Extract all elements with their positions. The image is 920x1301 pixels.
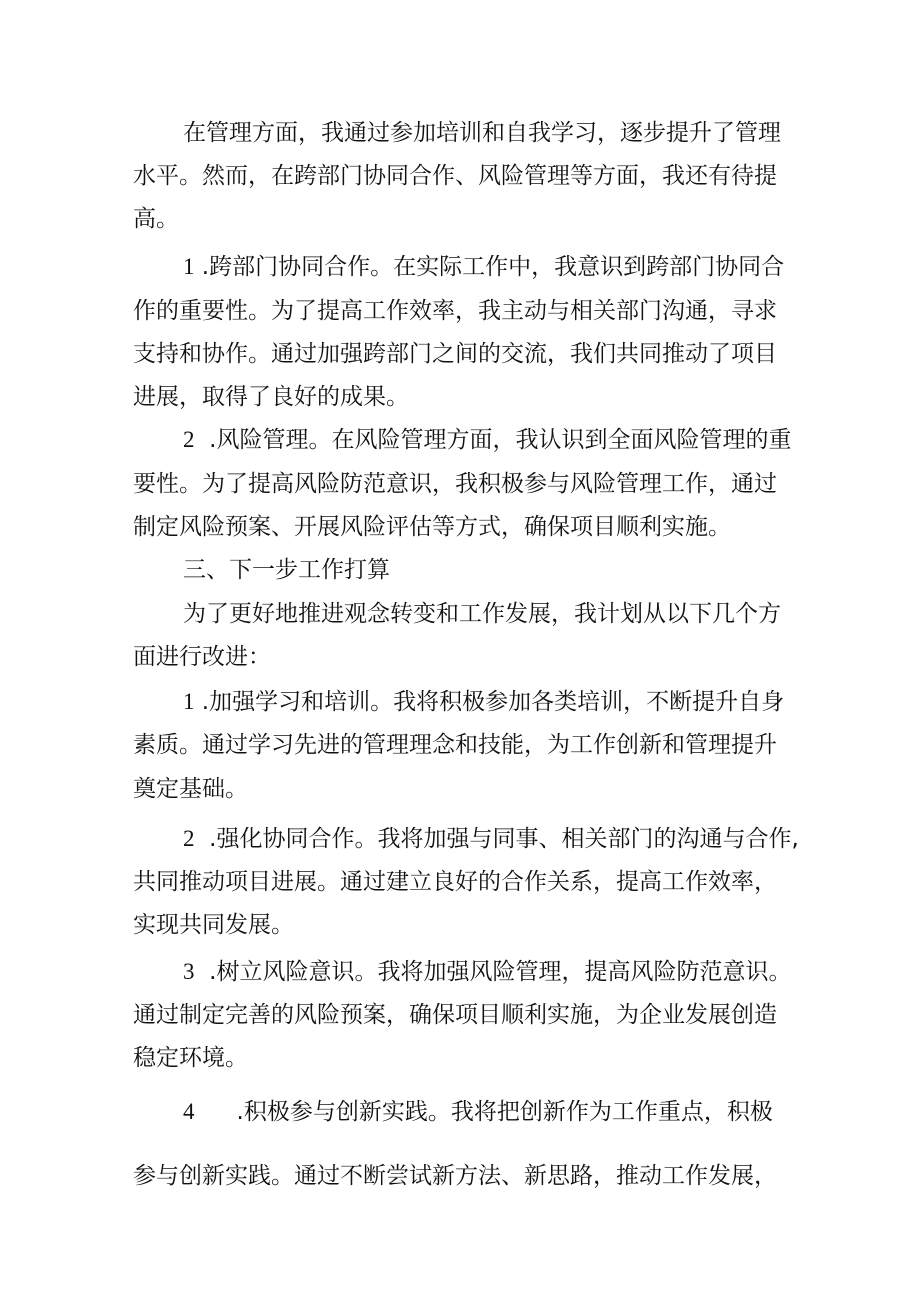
list-number: 1	[183, 689, 195, 714]
paragraph-line: 水平。然而，在跨部门协同合作、风险管理等方面，我还有待提	[133, 163, 777, 189]
paragraph-line: 支持和协作。通过加强跨部门之间的交流，我们共同推动了项目	[133, 341, 777, 367]
paragraph-line: 通过制定完善的风险预案，确保项目顺利实施，为企业发展创造	[133, 1002, 777, 1028]
paragraph-line: 作的重要性。为了提高工作效率，我主动与相关部门沟通，寻求	[133, 298, 777, 324]
list-text: 加强学习和培训。我将积极参加各类培训，不断提升自身	[209, 689, 785, 715]
list-number: 1	[183, 254, 195, 279]
paragraph-line: 为了更好地推进观念转变和工作发展，我计划从以下几个方	[183, 601, 781, 627]
list-text: 积极参与创新实践。我将把创新作为工作重点，积极	[243, 1099, 773, 1125]
paragraph-line: 高。	[133, 206, 179, 232]
paragraph-line: 面进行改进：	[133, 644, 271, 670]
list-text: 强化协同合作。我将加强与同事、相关部门的沟通与合作,	[216, 826, 799, 852]
section-heading: 三、下一步工作打算	[183, 557, 390, 583]
list-item-line: 2 .风险管理。在风险管理方面，我认识到全面风险管理的重	[183, 427, 792, 453]
paragraph-line: 参与创新实践。通过不断尝试新方法、新思路，推动工作发展，	[133, 1163, 777, 1189]
list-item-line: 1 .加强学习和培训。我将积极参加各类培训，不断提升自身	[183, 689, 785, 715]
list-number: 3	[183, 959, 195, 984]
list-text: 跨部门协同合作。在实际工作中，我意识到跨部门协同合	[209, 254, 785, 280]
list-text: 风险管理。在风险管理方面，我认识到全面风险管理的重	[216, 427, 792, 453]
paragraph-line: 在管理方面，我通过参加培训和自我学习，逐步提升了管理	[183, 120, 781, 146]
paragraph-line: 奠定基础。	[133, 776, 248, 802]
paragraph-line: 进展，取得了良好的成果。	[133, 384, 409, 410]
list-number: 4	[183, 1099, 195, 1124]
paragraph-line: 素质。通过学习先进的管理理念和技能，为工作创新和管理提升	[133, 732, 777, 758]
list-text: 树立风险意识。我将加强风险管理，提高风险防范意识。	[216, 959, 792, 985]
list-number: 2	[183, 826, 195, 851]
list-item-line: 3 .树立风险意识。我将加强风险管理，提高风险防范意识。	[183, 959, 792, 985]
list-item-line: 4 .积极参与创新实践。我将把创新作为工作重点，积极	[183, 1099, 773, 1125]
list-item-line: 2 .强化协同合作。我将加强与同事、相关部门的沟通与合作,	[183, 826, 799, 852]
list-item-line: 1 .跨部门协同合作。在实际工作中，我意识到跨部门协同合	[183, 254, 785, 280]
paragraph-line: 制定风险预案、开展风险评估等方式，确保项目顺利实施。	[133, 514, 731, 540]
list-number: 2	[183, 427, 195, 452]
paragraph-line: 实现共同发展。	[133, 912, 294, 938]
paragraph-line: 稳定环境。	[133, 1045, 248, 1071]
paragraph-line: 要性。为了提高风险防范意识，我积极参与风险管理工作，通过	[133, 471, 777, 497]
paragraph-line: 共同推动项目进展。通过建立良好的合作关系，提高工作效率，	[133, 869, 777, 895]
